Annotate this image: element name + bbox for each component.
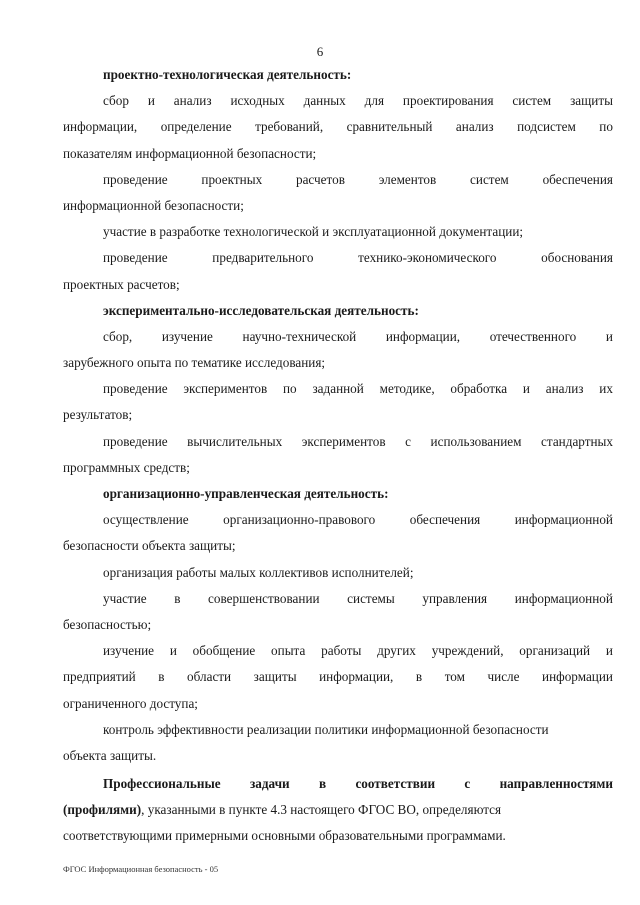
- word: по: [283, 381, 297, 397]
- word: информационной: [514, 512, 613, 528]
- page-footer: ФГОС Информационная безопасность - 05: [63, 864, 219, 874]
- word: других: [377, 643, 416, 659]
- word: осуществление: [103, 512, 189, 528]
- word: изучение: [161, 328, 213, 344]
- section-heading-design: проектно-технологическая деятельность:: [103, 67, 352, 82]
- section-heading-management: организационно-управленческая деятельность:: [103, 486, 389, 501]
- word: проведение: [103, 433, 168, 449]
- word: для: [364, 93, 385, 109]
- word: информации,: [385, 328, 461, 344]
- paragraph-line: проектных расчетов;: [63, 276, 180, 292]
- word: информации,: [63, 119, 138, 135]
- paragraph-line: организация работы малых коллективов исполнителей;: [103, 564, 414, 580]
- word: технико-экономического: [358, 250, 497, 266]
- word: исходных: [230, 93, 285, 109]
- word: учреждений,: [431, 643, 504, 659]
- paragraph-line: информационной безопасности;: [63, 197, 244, 213]
- word: обеспечения: [409, 512, 481, 528]
- word: в: [415, 669, 423, 685]
- word: обобщение: [192, 643, 256, 659]
- paragraph-line: [63, 507, 613, 533]
- word: изучение: [103, 643, 155, 659]
- paragraph-line: [63, 245, 613, 271]
- word: анализ: [455, 119, 494, 135]
- paragraph-line: [63, 324, 613, 350]
- paragraph-line: [63, 167, 613, 193]
- paragraph-line: [63, 797, 613, 823]
- word: и: [147, 93, 155, 109]
- paragraph-line: контроль эффективности реализации политики информационной безопасности: [103, 721, 549, 737]
- word: систем: [512, 93, 552, 109]
- word: обеспечения: [542, 171, 613, 187]
- profiles-bold-text: (профилями): [63, 802, 142, 818]
- word: проведение: [103, 381, 168, 397]
- word: информации,: [319, 669, 394, 685]
- word: элементов: [378, 171, 437, 187]
- word: и: [605, 643, 613, 659]
- word: данных: [303, 93, 346, 109]
- paragraph-line: [63, 114, 613, 140]
- section-heading-research: экспериментально-исследовательская деятельность:: [103, 302, 419, 318]
- word: опыта: [271, 643, 306, 659]
- word: числе: [487, 669, 520, 685]
- word: Профессиональные: [103, 776, 221, 792]
- word: предприятий: [63, 669, 136, 685]
- paragraph-text: , указанными в пункте 4.3 настоящего ФГОС ВО, определяются: [141, 802, 502, 818]
- word: области: [187, 669, 232, 685]
- word: обработка: [450, 381, 508, 397]
- word: проектных: [201, 171, 263, 187]
- word: в: [174, 590, 181, 606]
- word: использованием: [430, 433, 522, 449]
- word: информационной: [514, 590, 613, 606]
- paragraph-line: [63, 664, 613, 690]
- word: участие: [103, 590, 147, 606]
- word: и: [605, 328, 613, 344]
- word: организационно-правового: [223, 512, 376, 528]
- word: и: [522, 381, 530, 397]
- word: проведение: [103, 171, 168, 187]
- paragraph-line: [63, 376, 613, 402]
- paragraph-line: безопасности объекта защиты;: [63, 538, 236, 554]
- word: задачи: [249, 776, 290, 792]
- word: совершенствовании: [208, 590, 320, 606]
- word: информации: [542, 669, 613, 685]
- word: обоснования: [541, 250, 613, 266]
- word: сбор,: [103, 328, 133, 344]
- professional-tasks-paragraph: [63, 771, 613, 850]
- word: направленностями: [499, 776, 613, 792]
- word: анализ: [545, 381, 584, 397]
- paragraph-line: программных средств;: [63, 459, 190, 475]
- word: расчетов: [295, 171, 345, 187]
- word: и: [169, 643, 177, 659]
- paragraph-line: безопасностью;: [63, 616, 152, 632]
- word: стандартных: [541, 433, 613, 449]
- word: подсистем: [517, 119, 576, 135]
- word: защиты: [570, 93, 613, 109]
- word: в: [158, 669, 165, 685]
- word: по: [599, 119, 613, 135]
- word: с: [464, 776, 471, 792]
- paragraph-line: [63, 586, 613, 612]
- word: соответствии: [355, 776, 436, 792]
- paragraph-line: ограниченного доступа;: [63, 695, 198, 711]
- paragraph-line: результатов;: [63, 407, 133, 423]
- paragraph-line: объекта защиты.: [63, 747, 157, 763]
- paragraph-line: показателям информационной безопасности;: [63, 145, 317, 161]
- word: экспериментов: [183, 381, 268, 397]
- paragraph-line: [63, 771, 613, 797]
- word: сравнительный: [346, 119, 433, 135]
- word: системы: [347, 590, 395, 606]
- word: управления: [422, 590, 488, 606]
- word: заданной: [312, 381, 364, 397]
- document-body: [63, 62, 613, 850]
- word: их: [599, 381, 613, 397]
- word: защиты: [253, 669, 297, 685]
- word: сбор: [103, 93, 129, 109]
- word: с: [405, 433, 411, 449]
- paragraph-line: [63, 429, 613, 455]
- word: предварительного: [212, 250, 314, 266]
- word: анализ: [173, 93, 212, 109]
- word: научно-технической: [242, 328, 357, 344]
- word: систем: [470, 171, 509, 187]
- word: вычислительных: [187, 433, 283, 449]
- paragraph-line: соответствующими примерными основными образовательными программами.: [63, 828, 506, 844]
- word: организаций: [519, 643, 591, 659]
- word: отечественного: [489, 328, 577, 344]
- paragraph-line: [63, 638, 613, 664]
- paragraph-line: зарубежного опыта по тематике исследования;: [63, 355, 326, 371]
- word: проектирования: [402, 93, 494, 109]
- word: экспериментов: [301, 433, 386, 449]
- word: том: [444, 669, 465, 685]
- word: в: [318, 776, 327, 792]
- word: определение: [160, 119, 232, 135]
- word: требований,: [255, 119, 324, 135]
- paragraph-line: [63, 88, 613, 114]
- word: проведение: [103, 250, 168, 266]
- page-number: 6: [316, 44, 324, 59]
- paragraph-line: участие в разработке технологической и эксплуатационной документации;: [103, 224, 524, 240]
- word: работы: [321, 643, 362, 659]
- word: методике,: [379, 381, 435, 397]
